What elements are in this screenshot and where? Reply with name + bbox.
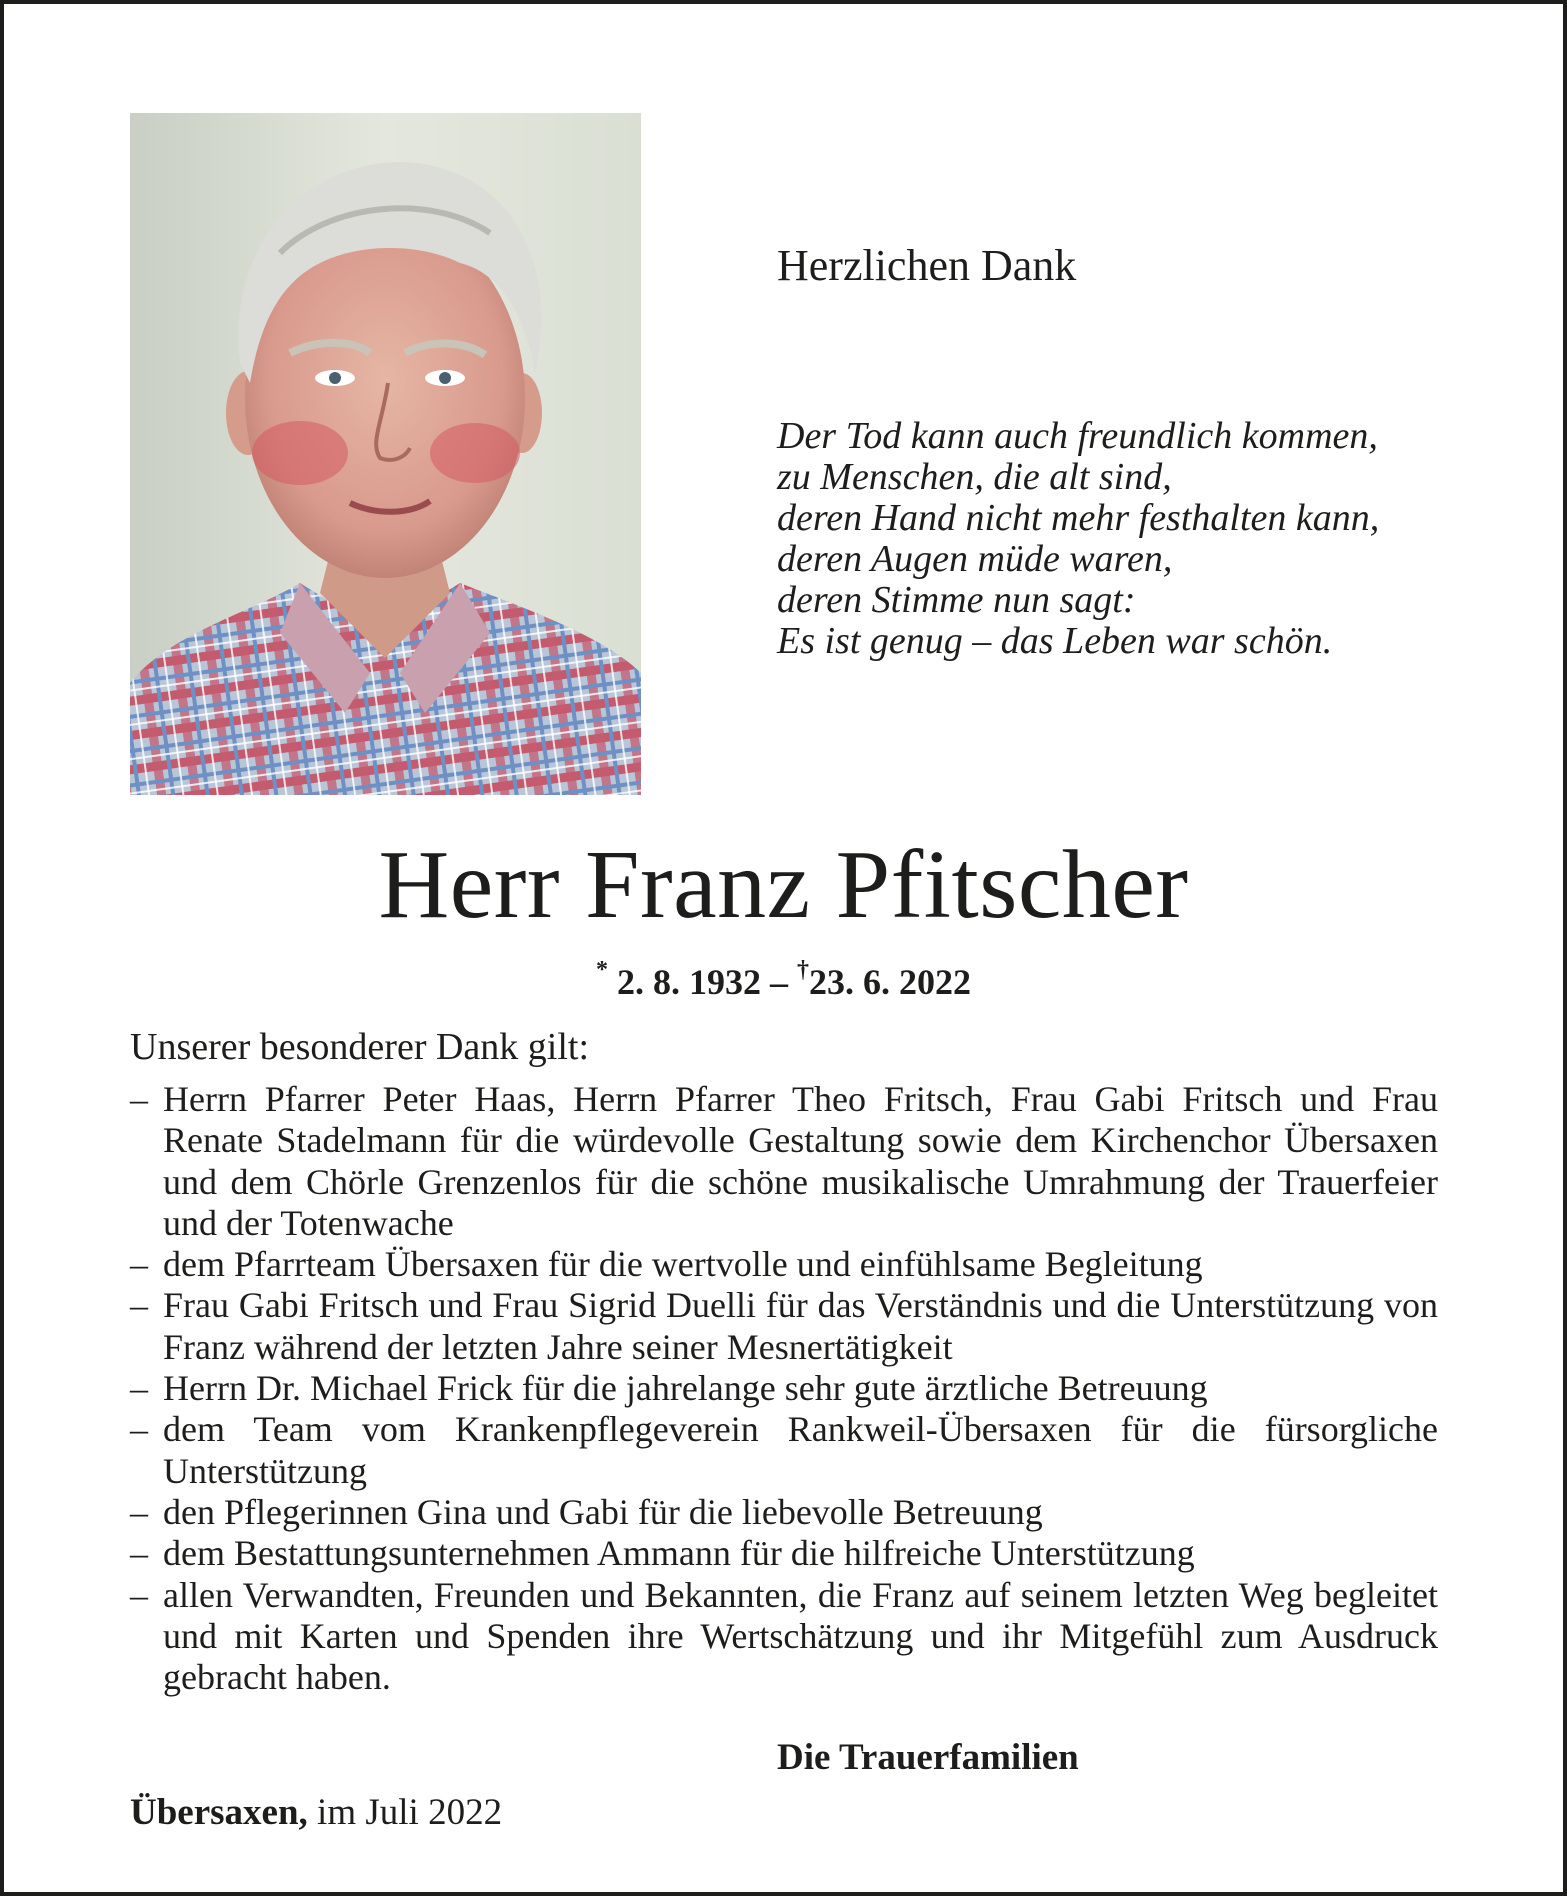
list-item: – Herrn Pfarrer Peter Haas, Herrn Pfarrer Theo Fritsch, Frau Gabi Fritsch und Frau Renate Stadelmann für die würdevolle Gestaltung sowie dem Kirchenchor Übersaxen und dem Chörle Grenzenlos für die schöne musikalische Umrahmung der Trauerfeier und der Totenwache [130, 1079, 1438, 1243]
thanks-list [130, 1079, 1438, 1698]
list-dash: – [130, 1491, 148, 1532]
list-dash: – [130, 1079, 148, 1119]
poem-line: Es ist genug – das Leben war schön. [777, 620, 1333, 662]
birth-symbol: * [596, 957, 608, 983]
portrait-photo [130, 113, 641, 795]
birth-date: 2. 8. 1932 [617, 962, 761, 1002]
poem-line: deren Hand nicht mehr festhalten kann, [777, 497, 1380, 539]
list-dash: – [130, 1368, 148, 1409]
list-item: – dem Team vom Krankenpflegeverein Rankweil-Übersaxen für die fürsorgliche Unterstützung [130, 1409, 1438, 1491]
poem-line: deren Stimme nun sagt: [777, 579, 1136, 621]
signature-trauerfamilien: Die Trauerfamilien [777, 1737, 1079, 1778]
list-item: – den Pflegerinnen Gina und Gabi für die liebevolle Betreuung [130, 1491, 1043, 1532]
place: Übersaxen, [130, 1792, 308, 1833]
list-dash: – [130, 1409, 148, 1450]
list-dash: – [130, 1574, 148, 1615]
poem-line: Der Tod kann auch freundlich kommen, [777, 415, 1378, 457]
list-item: – Herrn Dr. Michael Frick für die jahrelange sehr gute ärztliche Betreuung [130, 1368, 1208, 1409]
life-dates [0, 952, 1567, 1004]
date: im Juli 2022 [317, 1792, 503, 1833]
list-dash: – [130, 1244, 148, 1285]
list-item: – dem Pfarrteam Übersaxen für die wertvolle und einfühlsame Begleitung [130, 1244, 1203, 1285]
poem-line: zu Menschen, die alt sind, [777, 456, 1172, 498]
poem-line: deren Augen müde waren, [777, 538, 1173, 580]
list-item: – Frau Gabi Fritsch und Frau Sigrid Duelli für das Verständnis und die Unterstützung von Franz während der letzten Jahre seiner Mesnertätigkeit [130, 1285, 1438, 1367]
deceased-name: Herr Franz Pfitscher [378, 831, 1189, 939]
list-dash: – [130, 1533, 148, 1574]
list-item: – allen Verwandten, Freunden und Bekannten, die Franz auf seinem letzten Weg begleitet und mit Karten und Spenden ihre Wertschätzung und ihr Mitgefühl zum Ausdruck gebracht haben. [130, 1574, 1438, 1698]
date-separator: – [770, 962, 788, 1002]
memorial-poem [777, 416, 1379, 662]
heading-herzlichen-dank: Herzlichen Dank [777, 241, 1077, 290]
thanks-intro: Unserer besonderer Dank gilt: [130, 1026, 590, 1068]
list-dash: – [130, 1285, 148, 1326]
death-date: 23. 6. 2022 [809, 962, 971, 1002]
place-and-date [130, 1791, 502, 1835]
list-item: – dem Bestattungsunternehmen Ammann für die hilfreiche Unterstützung [130, 1533, 1195, 1574]
death-symbol: † [797, 957, 809, 983]
